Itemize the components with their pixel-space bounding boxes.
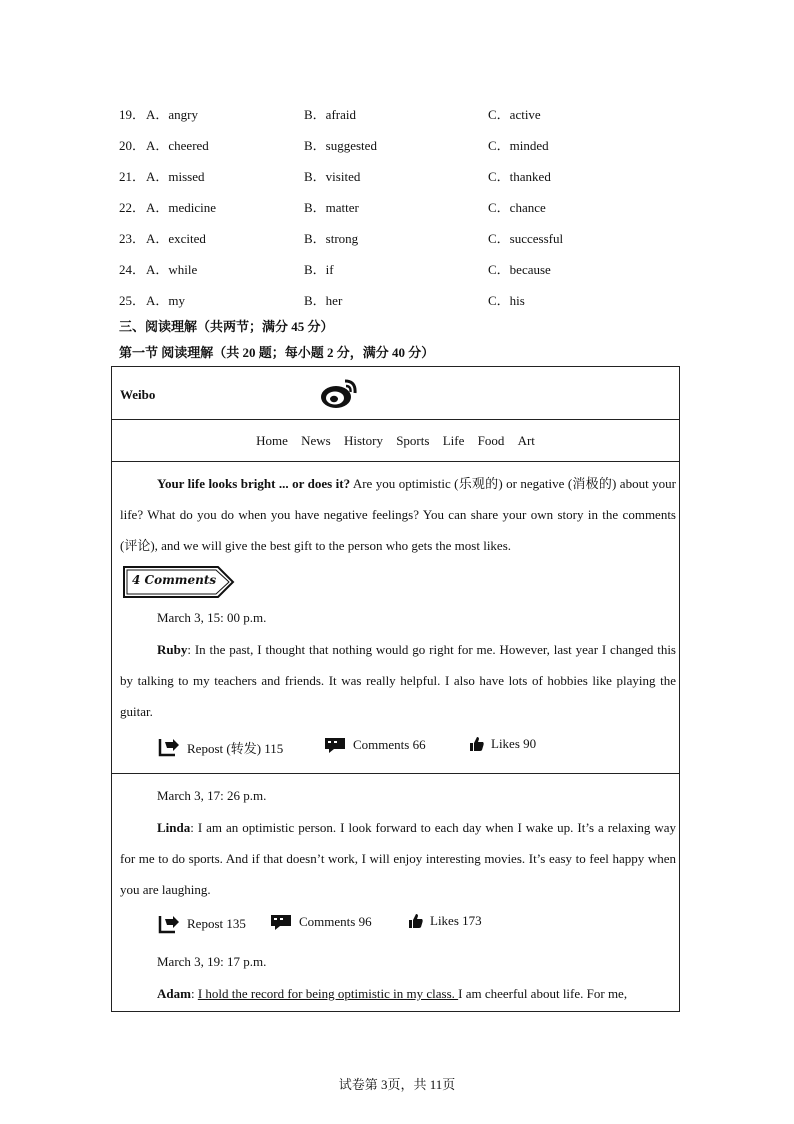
post-date: March 3, 19: 17 p.m.	[157, 954, 267, 969]
comments-label: Comments 66	[353, 737, 426, 752]
option-b: B．matter	[304, 200, 359, 215]
option-b: B．suggested	[304, 138, 377, 153]
repost-icon	[157, 736, 181, 758]
option-a: A．medicine	[146, 200, 217, 215]
option-c: C．successful	[488, 231, 564, 246]
likes-label: Likes 90	[491, 736, 537, 751]
post-stats	[157, 913, 657, 931]
question-row	[119, 104, 719, 122]
post-body: : In the past, I thought that nothing would go right for me. However, last year I changed this by talking to my teachers and friends. It was really helpful. I also have lots of hobbies like playing the guitar.	[120, 642, 676, 719]
section-heading: 三、阅读理解（共两节；满分 45 分）	[119, 319, 334, 334]
question-number: 23．	[119, 231, 146, 246]
repost-button[interactable]	[157, 913, 246, 935]
question-number: 20．	[119, 138, 146, 153]
question-row	[119, 197, 719, 215]
option-a: A．excited	[146, 231, 206, 246]
post-date: March 3, 17: 26 p.m.	[157, 788, 267, 803]
page-footer: 试卷第 3页，共 11页	[338, 1077, 456, 1092]
weibo-logo-icon	[318, 375, 360, 411]
likes-button[interactable]	[469, 736, 536, 752]
comments-button[interactable]	[323, 736, 426, 754]
option-a: A．cheered	[146, 138, 209, 153]
nav-history[interactable]: History	[343, 433, 383, 448]
option-a: A．missed	[146, 169, 205, 184]
post-text	[120, 634, 676, 727]
question-row	[119, 259, 719, 277]
question-number: 19．	[119, 107, 146, 122]
option-b: B．afraid	[304, 107, 356, 122]
post-body: I am cheerful about life. For me,	[458, 986, 628, 1001]
likes-button[interactable]	[408, 913, 482, 929]
question-number: 21．	[119, 169, 146, 184]
comments-badge	[122, 565, 236, 603]
intro-headline: Your life looks bright ... or does it?	[157, 476, 351, 491]
option-a: A．angry	[146, 107, 198, 122]
question-row	[119, 166, 719, 184]
comment-icon	[269, 913, 293, 931]
question-row	[119, 228, 719, 246]
subsection-heading: 第一节 阅读理解（共 20 题；每小题 2 分，满分 40 分）	[119, 345, 435, 360]
option-c: C．minded	[488, 138, 549, 153]
post-text: Adam: I hold the record for being optimistic in my class. I am cheerful about life. For me,	[157, 986, 628, 1001]
weibo-nav	[112, 433, 679, 449]
option-b: B．visited	[304, 169, 361, 184]
intro-paragraph	[120, 468, 676, 561]
option-b: B．strong	[304, 231, 359, 246]
option-c: C．thanked	[488, 169, 551, 184]
option-b: B．her	[304, 293, 343, 308]
post-author: Ruby	[157, 642, 188, 657]
post-stats	[157, 736, 657, 754]
comments-label: Comments 96	[299, 914, 372, 929]
nav-food[interactable]: Food	[477, 433, 505, 448]
option-c: C．his	[488, 293, 525, 308]
post-date: March 3, 15: 00 p.m.	[157, 610, 267, 625]
question-row	[119, 135, 719, 153]
option-c: C．chance	[488, 200, 546, 215]
thumbs-up-icon	[408, 913, 424, 929]
post-author: Adam	[157, 986, 191, 1001]
option-a: A．while	[146, 262, 198, 277]
underlined-sentence: I hold the record for being optimistic in my class.	[197, 986, 459, 1001]
repost-button[interactable]	[157, 736, 283, 758]
weibo-post-box	[111, 366, 680, 1012]
option-c: C．active	[488, 107, 541, 122]
question-number: 22．	[119, 200, 146, 215]
comments-button[interactable]	[269, 913, 372, 931]
comments-badge-label: 4 Comments	[132, 573, 217, 587]
repost-label: Repost 135	[187, 916, 246, 931]
intro-text: Are you optimistic (乐观的) or negative (消极的) about your life? What do you do when you have negative feelings? You can share your own story in the comments (评论), and we will give the best gift to the person who gets the most likes.	[120, 476, 676, 553]
question-number: 24．	[119, 262, 146, 277]
nav-home[interactable]: Home	[256, 433, 288, 448]
nav-sports[interactable]: Sports	[396, 433, 430, 448]
nav-news[interactable]: News	[301, 433, 331, 448]
nav-art[interactable]: Art	[517, 433, 535, 448]
question-number: 25．	[119, 293, 146, 308]
repost-label: Repost (转发) 115	[187, 740, 284, 756]
post-body: : I am an optimistic person. I look forward to each day when I wake up. It’s a relaxing way for me to do sports. And if that doesn’t work, I will enjoy interesting movies. It’s easy to feel happy when you are laughing.	[120, 820, 676, 897]
option-a: A．my	[146, 293, 186, 308]
post-author: Linda	[157, 820, 191, 835]
comment-icon	[323, 736, 347, 754]
thumbs-up-icon	[469, 736, 485, 752]
option-b: B．if	[304, 262, 334, 277]
post-text	[120, 812, 676, 905]
question-row	[119, 290, 719, 308]
option-c: C．because	[488, 262, 551, 277]
repost-icon	[157, 913, 181, 935]
nav-life[interactable]: Life	[442, 433, 465, 448]
likes-label: Likes 173	[430, 913, 482, 928]
weibo-title: Weibo	[120, 387, 156, 402]
